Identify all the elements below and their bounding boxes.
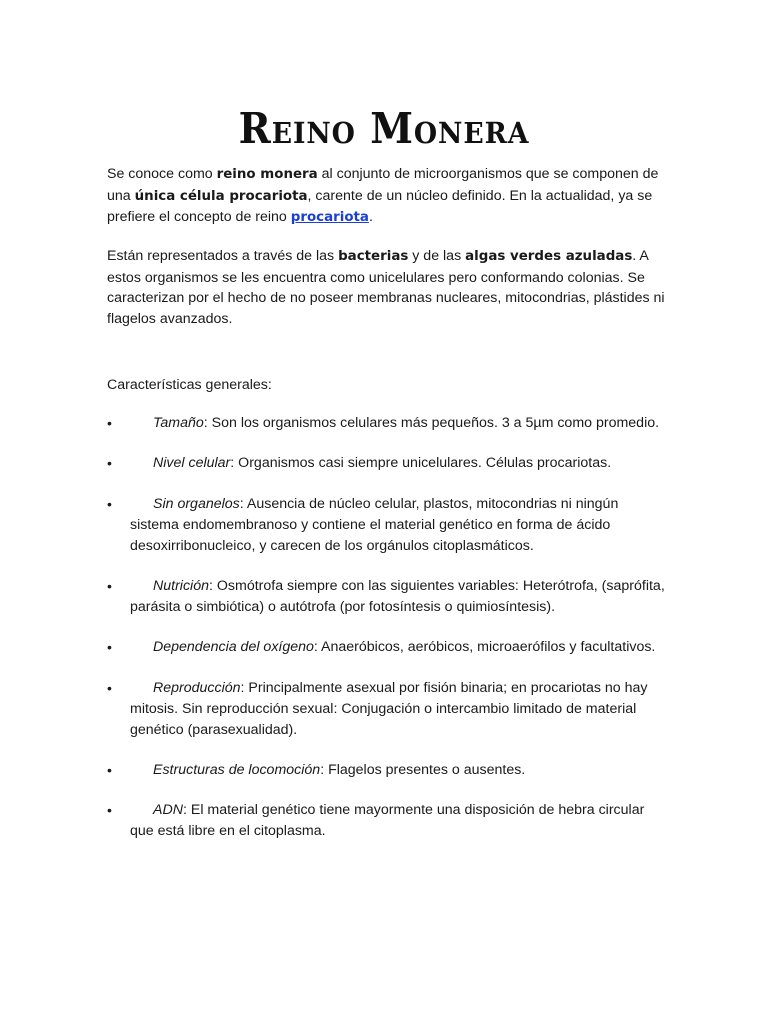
intro-text-1: Se conoce como — [107, 166, 217, 182]
item-term: Nutrición — [153, 578, 209, 595]
page-title: Reino Monera — [238, 104, 530, 153]
item-term: ADN — [153, 802, 183, 819]
item-term: Dependencia del oxígeno — [153, 639, 314, 656]
intro-text-3: , carente de un núcleo definido. En la actualidad, ya se prefiere el concepto de reino — [107, 187, 653, 226]
item-term: Reproducción — [153, 679, 241, 696]
item-text: : Organismos casi siempre unicelulares. Células procariotas. — [230, 455, 612, 472]
intro-bold-unica-celula: única célula procariota — [134, 188, 308, 204]
list-item — [107, 760, 667, 781]
item-text: : El material genético tiene mayormente una disposición de hebra circular que está libre en el citoplasma. — [130, 802, 645, 840]
bullet-icon: • — [107, 639, 112, 656]
item-text: : Son los organismos celulares más pequeños. 3 a 5µm como promedio. — [203, 415, 660, 431]
list-item — [107, 800, 667, 842]
item-term: Estructuras de locomoción — [153, 761, 321, 778]
list-item — [107, 413, 667, 434]
intro-paragraph — [107, 164, 667, 229]
intro-bold-reino-monera: reino monera — [216, 167, 318, 182]
section-heading: Características generales: — [107, 377, 272, 393]
item-term: Tamaño — [153, 415, 204, 431]
item-text: : Ausencia de núcleo celular, plastos, mitocondrias ni ningún sistema endomembranoso y contiene el material genético en forma de ácido desoxirribonucleico, y carecen de los orgánulos citoplasmáticos. — [130, 495, 619, 554]
bullet-icon: • — [107, 802, 112, 819]
list-item — [107, 494, 667, 557]
bullet-icon: • — [107, 495, 112, 512]
intro-text-4: . — [368, 209, 373, 226]
item-term: Sin organelos — [153, 495, 240, 512]
bullet-icon: • — [107, 679, 112, 696]
bullet-icon: • — [107, 761, 112, 778]
bullet-icon: • — [107, 578, 112, 595]
item-text: : Flagelos presentes o ausentes. — [320, 761, 526, 778]
item-text: : Principalmente asexual por fisión binaria; en procariotas no hay mitosis. Sin reproducción sexual: Conjugación o intercambio limitado de material genético (parasexualidad). — [130, 679, 648, 738]
list-item — [107, 576, 667, 618]
list-item — [107, 453, 667, 474]
second-paragraph — [107, 246, 667, 330]
p2-bold-algas: algas verdes azuladas — [465, 249, 633, 264]
p2-text-2: y de las — [408, 248, 466, 264]
list-item — [107, 678, 667, 741]
bullet-icon: • — [107, 455, 112, 472]
p2-text-3: . A estos organismos se les encuentra como unicelulares pero conformando colonias. Se caracterizan por el hecho de no poseer membranas nucleares, mitocondrias, plástides ni flagelos avanzados. — [107, 248, 665, 328]
list-item — [107, 637, 667, 658]
item-text: : Anaeróbicos, aeróbicos, microaerófilos y facultativos. — [313, 639, 656, 656]
p2-bold-bacterias: bacterias — [338, 249, 409, 264]
p2-text-1: Están representados a través de las — [107, 248, 339, 264]
bullet-icon: • — [107, 415, 112, 431]
item-term: Nivel celular — [153, 455, 231, 472]
characteristics-list — [107, 413, 667, 862]
procariota-link[interactable]: procariota — [290, 210, 369, 226]
intro-text-2: al conjunto de microorganismos que se componen de una — [107, 166, 659, 204]
item-text: : Osmótrofa siempre con las siguientes variables: Heterótrofa, (saprófita, parásita o simbiótica) o autótrofa (por fotosíntesis o quimiosíntesis). — [130, 578, 665, 615]
